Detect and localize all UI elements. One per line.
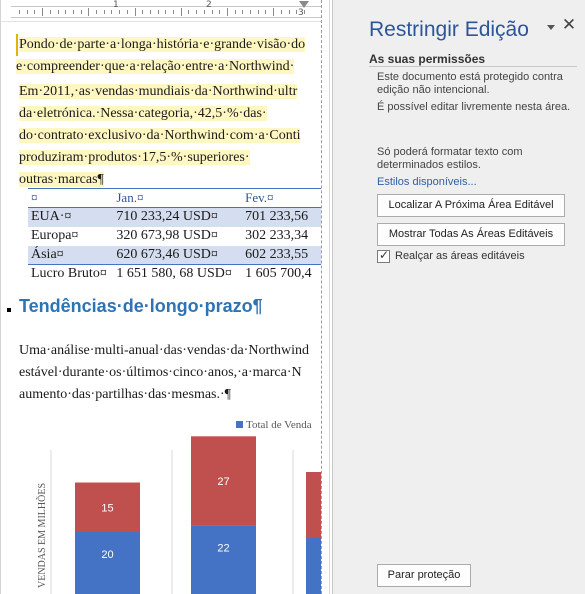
text-line: da·eletrónica.·Nessa·categoria,·42,5·%·das·: [19, 106, 267, 121]
text-line: Em·2011,·as·vendas·mundiais·da·Northwind·ultr: [19, 84, 298, 99]
ruler-tick: [19, 10, 20, 14]
ruler-tick: [289, 10, 290, 14]
section-divider: [369, 66, 577, 67]
table-cell[interactable]: EUA·¤: [28, 208, 113, 227]
paragraph-sales[interactable]: [19, 81, 300, 191]
ruler-tick: [104, 10, 105, 14]
ruler-tick: [142, 10, 143, 14]
ruler-tick: [50, 10, 51, 14]
table-row: [28, 227, 321, 246]
ruler-tick: [27, 10, 28, 14]
bar-segment: [306, 472, 321, 538]
text-line: Pondo·de·parte·a·longa·história·e·grande·visão·do: [19, 37, 306, 52]
ruler-tick: [188, 10, 189, 14]
pane-title: Restringir Edição: [369, 18, 529, 41]
text-line: do·contrato·exclusivo·da·Northwind·com·a·Conti: [19, 128, 301, 143]
ruler-tick: [81, 10, 82, 14]
horizontal-ruler[interactable]: [1, 0, 321, 22]
ruler-tick: [34, 10, 35, 14]
sales-table[interactable]: [28, 188, 321, 284]
ruler-tick: [111, 10, 112, 14]
text-line: e·compreender·que·a·relação·entre·a·Northwind·: [16, 59, 295, 74]
bar-value-label: 27: [217, 475, 230, 488]
table-header-cell[interactable]: ¤: [28, 189, 113, 208]
available-styles-link[interactable]: Estilos disponíveis...: [377, 176, 477, 188]
table-row: [28, 246, 321, 265]
text-line: outras·marcas¶: [19, 172, 104, 187]
table-cell[interactable]: 320 673,98 USD¤: [116, 228, 218, 243]
table-header-cell[interactable]: Fev.¤: [242, 189, 321, 208]
text-line: aumento·das·partilhas·das·mesmas.·¶: [19, 387, 231, 402]
ruler-tick: [173, 10, 174, 14]
ruler-tick: [235, 10, 236, 14]
ruler-tick: [212, 10, 213, 14]
ruler-tick: [242, 10, 243, 14]
ruler-number: 1: [113, 0, 119, 10]
permissions-section-title: As suas permissões: [369, 52, 486, 66]
ruler-tick: [258, 10, 259, 14]
ruler-tick: [65, 10, 66, 14]
ruler-number: 3: [298, 8, 304, 18]
table-row: [28, 265, 321, 284]
checkmark-icon: ✓: [379, 248, 390, 262]
table-cell[interactable]: Europa¤: [31, 228, 79, 243]
bar-value-label: 15: [101, 502, 114, 515]
bar-segment: [306, 538, 321, 594]
y-axis-label: VENDAS EM MILHÕES: [37, 483, 48, 588]
ruler-tick: [281, 10, 282, 14]
paragraph-intro[interactable]: [16, 34, 305, 78]
ruler-tick: [73, 10, 74, 14]
bar-value-label: 20: [101, 549, 114, 561]
close-icon[interactable]: ✕: [561, 15, 577, 34]
table-cell[interactable]: 701 233,56: [242, 208, 321, 227]
table-header-row: [28, 189, 321, 208]
ruler-tick: [135, 8, 136, 16]
ruler-tick: [96, 10, 97, 14]
table-cell[interactable]: 620 673,46 USD¤: [113, 246, 242, 265]
ruler-number: 2: [206, 0, 212, 10]
pane-splitter[interactable]: [321, 0, 332, 594]
table-cell[interactable]: 1 651 580, 68 USD¤: [116, 266, 232, 282]
ruler-tick: [219, 10, 220, 14]
ruler-tick: [42, 8, 43, 16]
table-cell[interactable]: 602 233,55: [242, 246, 321, 265]
text-line: produziram·produtos·17,5·%·superiores·: [19, 150, 250, 165]
ruler-tick: [150, 10, 151, 14]
highlight-editable-checkbox[interactable]: [377, 250, 390, 263]
ruler-tick: [181, 8, 182, 16]
ruler-tick: [119, 10, 120, 14]
ruler-tick: [304, 10, 305, 14]
format-info-text: Só poderá formatar texto com determinados estilos.: [377, 146, 523, 171]
restrict-editing-pane: [332, 0, 585, 594]
ruler-tick: [273, 8, 274, 16]
table-header-cell[interactable]: Jan.¤: [113, 189, 242, 208]
bar-value-label: 22: [217, 542, 230, 555]
ruler-tick: [196, 10, 197, 14]
indent-marker-icon[interactable]: [299, 1, 309, 8]
editable-info-text: É possível editar livremente nesta área.: [377, 101, 571, 113]
paragraph-trends[interactable]: [19, 340, 309, 406]
table-cell[interactable]: 1 605 700,4: [245, 266, 312, 282]
stop-protection-button[interactable]: Parar proteção: [377, 564, 471, 587]
table-cell[interactable]: Ásia¤: [28, 246, 113, 265]
ruler-tick: [127, 10, 128, 14]
protection-info-text: Este documento está protegido contra edição não intencional.: [377, 71, 563, 96]
table-row: [28, 208, 321, 227]
legend-swatch: [236, 421, 243, 428]
table-cell[interactable]: Lucro Bruto¤: [31, 266, 107, 282]
ruler-tick: [250, 10, 251, 14]
ruler-tick: [227, 8, 228, 16]
ruler-tick: [204, 10, 205, 14]
section-heading[interactable]: Tendências·de·longo·prazo¶: [19, 296, 263, 316]
ruler-tick: [158, 10, 159, 14]
bar-segment: [75, 532, 140, 594]
pane-options-chevron-down-icon[interactable]: [547, 25, 555, 30]
ruler-tick: [165, 10, 166, 14]
legend-label: Total de Venda: [246, 419, 312, 431]
bar-segment: [191, 525, 256, 594]
text-line: Uma·análise·multi-anual·das·vendas·da·Northwind: [19, 343, 310, 358]
sales-chart[interactable]: [1, 410, 321, 594]
show-all-editable-button[interactable]: Mostrar Todas As Áreas Editáveis: [377, 223, 565, 246]
ruler-tick: [265, 10, 266, 14]
ruler-tick: [88, 8, 89, 16]
table-cell[interactable]: 710 233,24 USD¤: [113, 208, 242, 227]
find-next-editable-button[interactable]: Localizar A Próxima Área Editável: [377, 194, 565, 217]
table-cell[interactable]: 302 233,34: [245, 228, 309, 243]
ruler-tick: [58, 10, 59, 14]
paragraph-mark-bullet: [7, 308, 11, 312]
text-line: estável·durante·os·últimos·cinco·anos,·a·marca·N: [19, 365, 302, 380]
highlight-editable-label[interactable]: Realçar as áreas editáveis: [395, 250, 525, 262]
